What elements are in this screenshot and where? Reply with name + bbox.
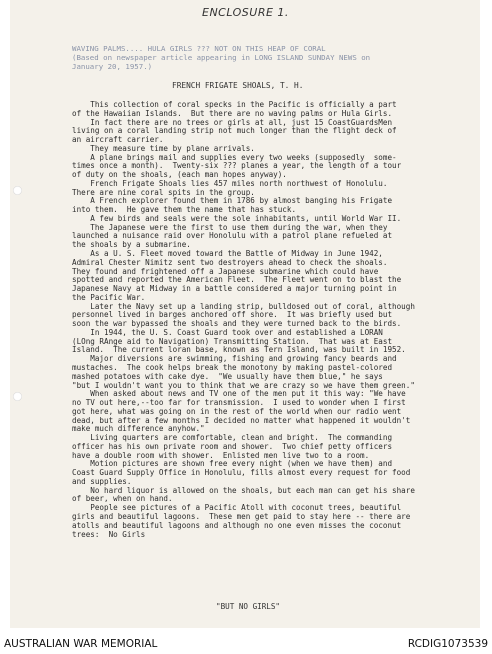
body-line: Later the Navy set up a landing strip, bulldosed out of coral, although [72, 302, 415, 311]
body-line: and supplies. [72, 477, 132, 486]
body-line: People see pictures of a Pacific Atoll with coconut trees, beautiful [72, 504, 402, 513]
body-line: Japanese Navy at Midway in a battle considered a major turning point in [72, 285, 397, 294]
body-line: spotted and reported the American Fleet. The Fleet went on to blast the [72, 276, 402, 285]
body-line: "but I wouldn't want you to think that we are crazy so we have them green." [72, 381, 415, 390]
body-line: make much difference anyhow." [72, 425, 205, 434]
body-line: dead, but after a few months I decided no matter what happened it wouldn't [72, 416, 411, 425]
body-line: trees: No Girls [72, 530, 146, 539]
body-line: personnel lived in barges anchored off shore. It was briefly used but [72, 311, 393, 320]
body-line: of beer, when on hand. [72, 495, 173, 504]
place-title: FRENCH FRIGATE SHOALS, T. H. [172, 81, 304, 90]
punch-hole-bottom [13, 392, 22, 401]
body-line: Motion pictures are shown free every night (when we have them) and [72, 460, 393, 469]
header-line: (Based on newspaper article appearing in LONG ISLAND SUNDAY NEWS on [72, 53, 371, 62]
body-line: the Pacific War. [72, 293, 146, 302]
body-line: launched a nuisance raid over Honolulu with a patrol plane refueled at [72, 232, 393, 241]
body-line: A few birds and seals were the sole inhabitants, until World War II. [72, 214, 402, 223]
body-line: officer has his own private room and shower. Two chief petty officers [72, 442, 393, 451]
article-body [72, 101, 456, 539]
body-line: mashed potatoes with cake dye. "We usually have them blue," he says [72, 372, 383, 381]
body-line: They measure time by plane arrivals. [72, 144, 255, 153]
body-line: girls and beautiful lagoons. These men get paid to stay here -- there are [72, 512, 411, 521]
body-line: When asked about news and TV one of the men put it this way: "We have [72, 390, 406, 399]
header-line: WAVING PALMS.... HULA GIRLS ??? NOT ON THIS HEAP OF CORAL [72, 44, 326, 53]
body-line: soon the war bypassed the shoals and they were turned back to the birds. [72, 320, 402, 329]
body-line: Island. The current loran base, known as Tern Island, was built in 1952. [72, 346, 406, 355]
body-line: have a double room with shower. Enlisted men live two to a room. [72, 451, 370, 460]
punch-hole-top [13, 186, 22, 195]
body-line: got here, what was going on in the rest of the world when our radio went [72, 407, 402, 416]
body-line: Coast Guard Supply Office in Honolulu, fills almost every request for food [72, 469, 411, 478]
body-line: They found and frightened off a Japanese submarine which could have [72, 267, 379, 276]
body-line: the shoals by a submarine. [72, 241, 191, 250]
body-line: of duty on the shoals, (each man hopes anyway). [72, 171, 287, 180]
footer-source: AUSTRALIAN WAR MEMORIAL [4, 638, 158, 650]
body-line: living on a coral landing strip not much longer than the flight deck of [72, 127, 397, 136]
handwritten-annotation: ENCLOSURE 1. [202, 6, 289, 19]
body-line: Major diversions are swimming, fishing and growing fancy beards and [72, 355, 397, 364]
body-line: No hard liquor is allowed on the shoals, but each man can get his share [72, 486, 415, 495]
body-line: In fact there are no trees or girls at all, just 15 CoastGuardsMen [72, 118, 393, 127]
body-line: French Frigate Shoals lies 457 miles north northwest of Honolulu. [72, 179, 388, 188]
body-line: mustaches. The cook helps break the monotony by making pastel-colored [72, 363, 393, 372]
body-line: of the Hawaiian Islands. But there are no waving palms or Hula Girls. [72, 109, 393, 118]
body-line: A French explorer found them in 1786 by almost banging his Frigate [72, 197, 393, 206]
body-line: no TV out here,--too far for transmission. I used to wonder when I first [72, 399, 406, 408]
body-line: This collection of coral specks in the Pacific is officially a part [72, 101, 397, 109]
article-header [72, 44, 452, 71]
archive-footer [0, 636, 492, 654]
body-line: times once a month). Twenty-six ??? planes a year, the length of a tour [72, 162, 402, 171]
body-line: Admiral Chester Nimitz sent two destroyers ahead to check the shoals. [72, 258, 388, 267]
body-line: into them. He gave them the name that has stuck. [72, 206, 297, 215]
body-line: (LOng RAnge aid to Navigation) Transmitting Station. That was at East [72, 337, 393, 346]
body-line: Living quarters are comfortable, clean and bright. The commanding [72, 434, 393, 443]
footer-record-id: RCDIG1073539 [407, 638, 488, 650]
closing-line: "BUT NO GIRLS" [216, 602, 281, 611]
body-line: As a U. S. Fleet moved toward the Battle of Midway in June 1942, [72, 250, 383, 259]
body-line: atolls and beautiful lagoons and although no one even misses the coconut [72, 521, 402, 530]
header-line: January 20, 1957.) [72, 62, 153, 71]
body-line: The Japanese were the first to use them during the war, when they [72, 223, 388, 232]
body-line: A plane brings mail and supplies every two weeks (supposedly some- [72, 153, 397, 162]
body-line: an aircraft carrier. [72, 136, 164, 145]
body-line: In 1944, the U. S. Coast Guard took over and established a LORAN [72, 328, 383, 337]
body-line: There are nine coral spits in the group. [72, 188, 255, 197]
